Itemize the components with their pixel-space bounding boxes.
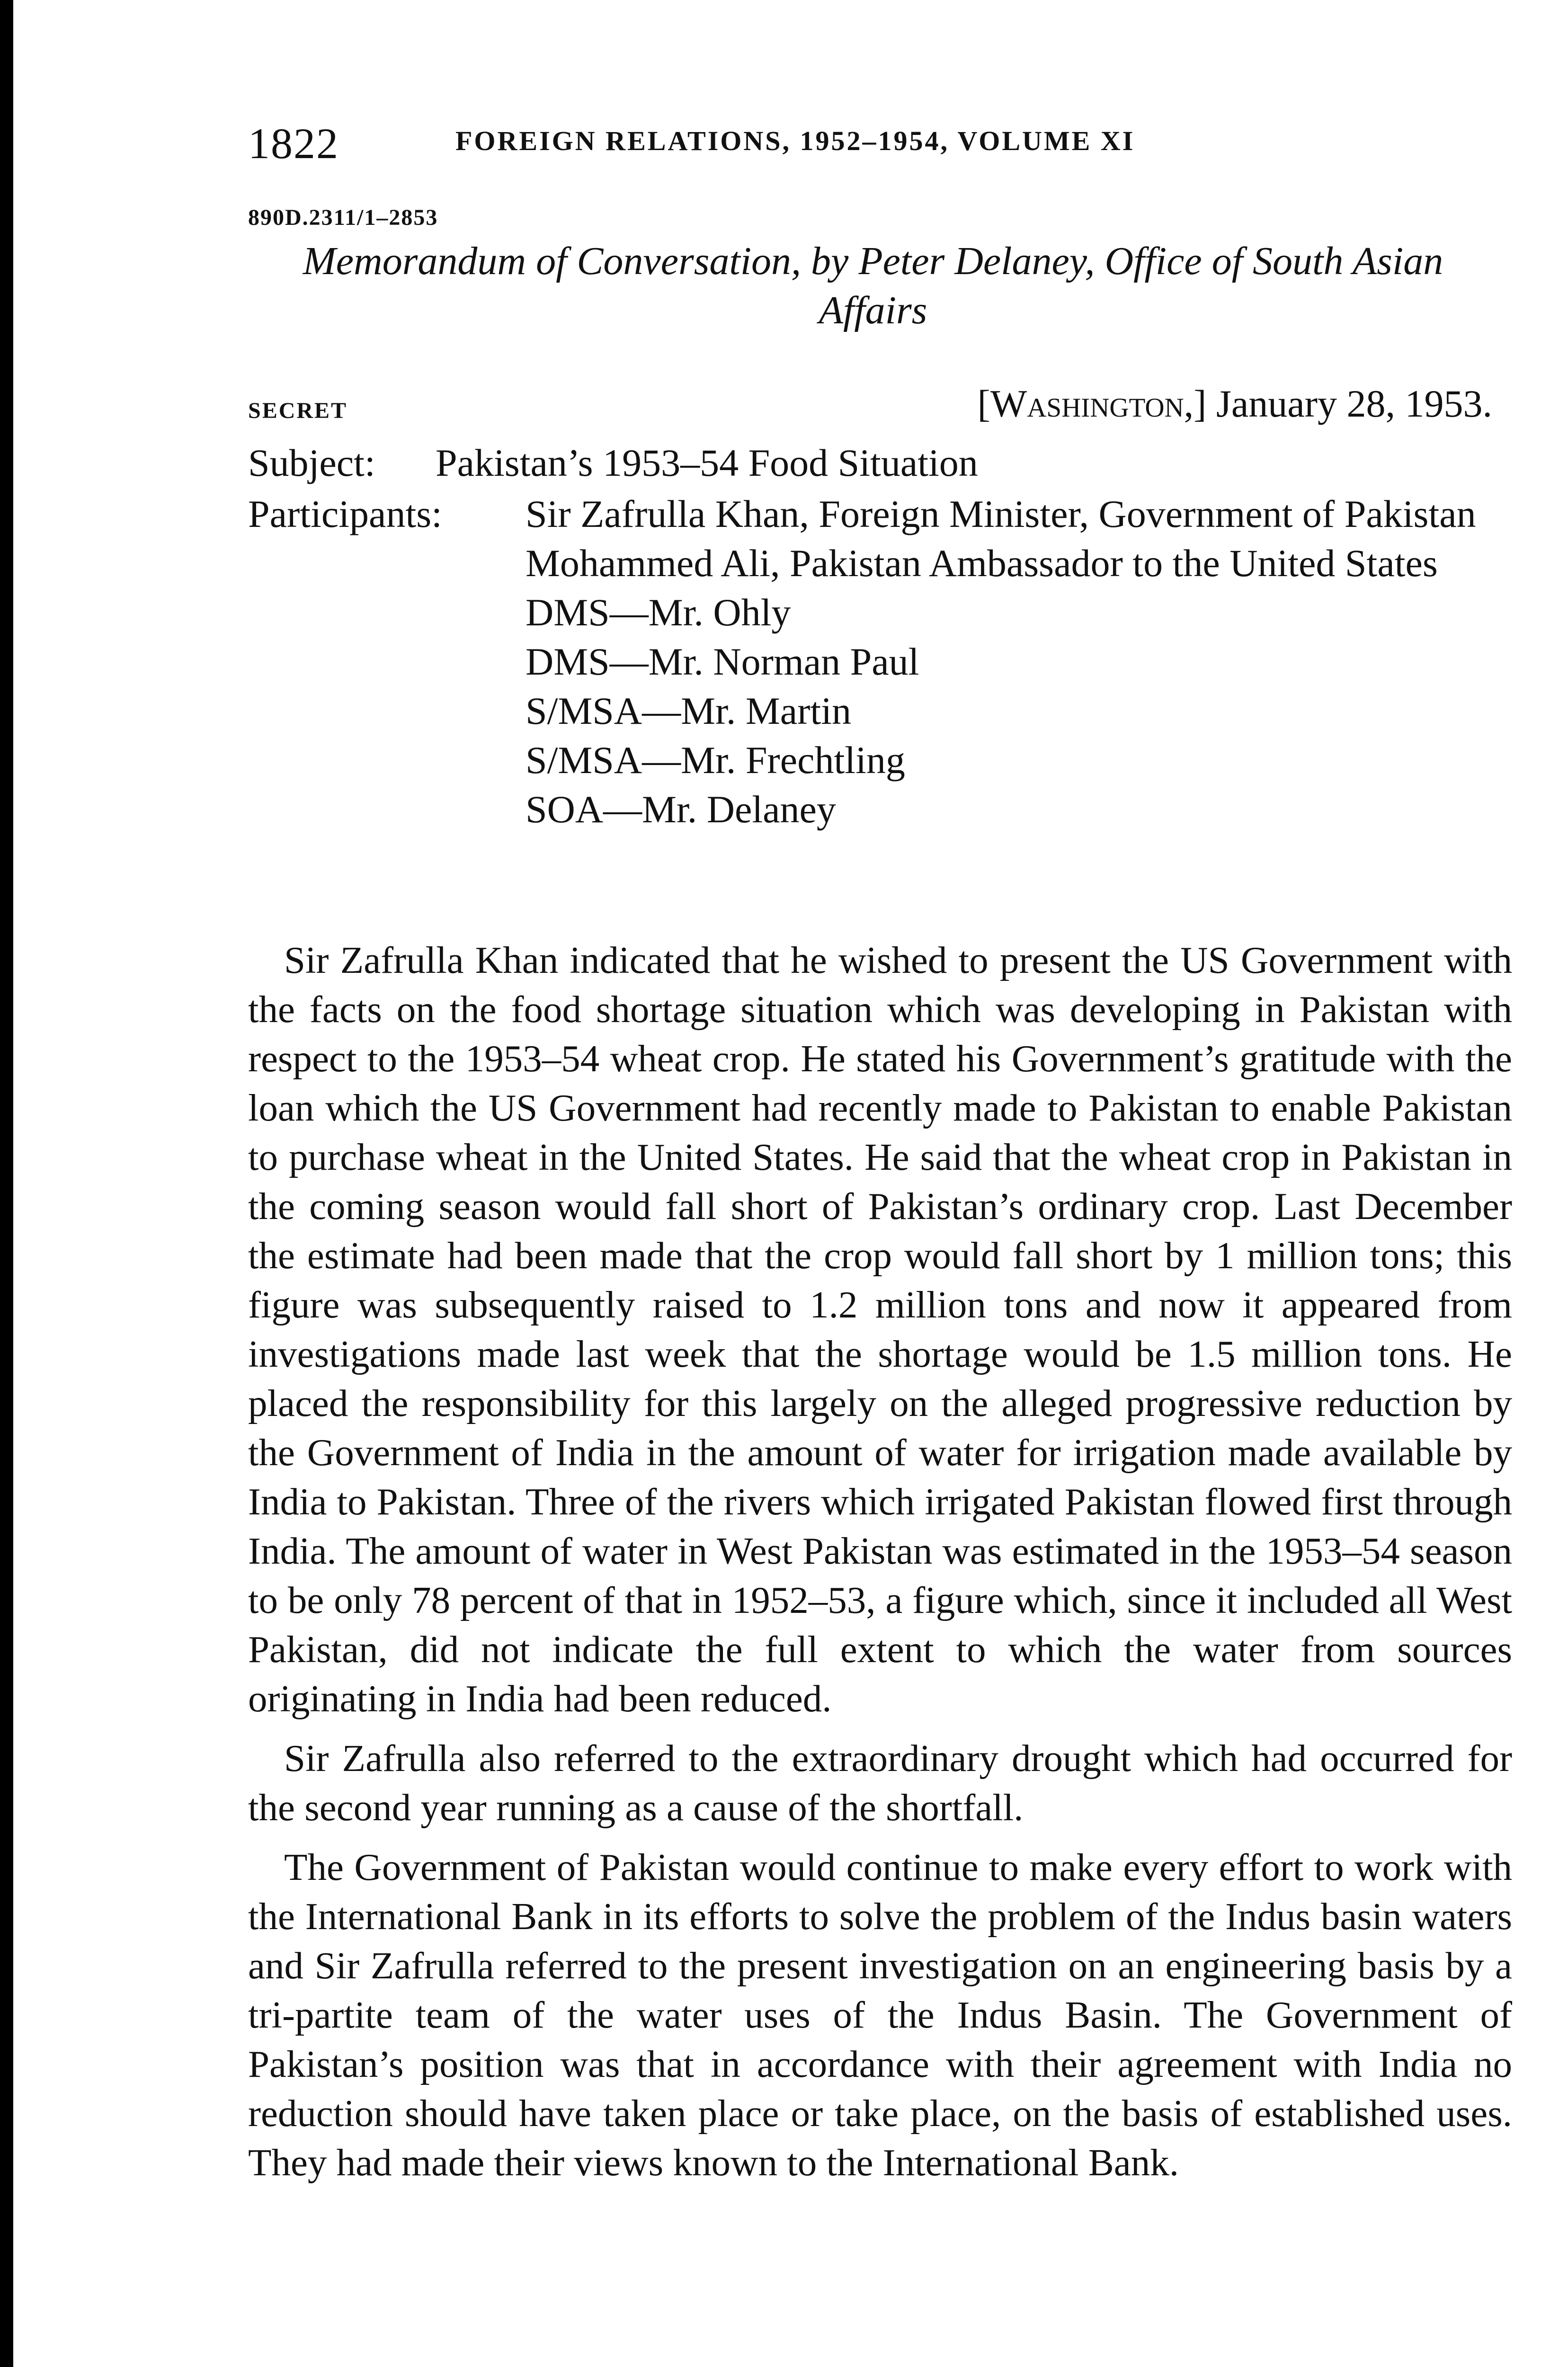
participant-item: SOA—Mr. Delaney: [526, 788, 836, 831]
file-number: 890D.2311/1–2853: [248, 205, 438, 230]
participant-item: Mohammed Ali, Pakistan Ambassador to the United States: [526, 542, 1438, 585]
running-header: [248, 118, 1337, 175]
participant-item: S/MSA—Mr. Frechtling: [526, 739, 905, 782]
participant-item: S/MSA—Mr. Martin: [526, 689, 851, 732]
subject-label: Subject:: [248, 441, 375, 484]
participants-list: [526, 489, 1496, 834]
participants-label: Participants:: [248, 492, 442, 535]
dateline-place: [Washington,]: [977, 382, 1207, 425]
participant-item: DMS—Mr. Ohly: [526, 591, 791, 634]
participant-item: DMS—Mr. Norman Paul: [526, 640, 919, 683]
scan-edge: [0, 0, 13, 2367]
body-paragraph: Sir Zafrulla also referred to the extraordinary drought which had occurred for the second year running as a cause of the shortfall.: [248, 1737, 1512, 1829]
classification-marking: SECRET: [248, 398, 348, 423]
document-title: Memorandum of Conversation, by Peter Delaney, Office of South Asian Affairs: [303, 239, 1443, 332]
participant-item: Sir Zafrulla Khan, Foreign Minister, Government of Pakistan: [526, 492, 1476, 535]
dateline: [978, 382, 1492, 426]
running-title: FOREIGN RELATIONS, 1952–1954, VOLUME XI: [455, 125, 1135, 156]
dateline-date: January 28, 1953.: [1216, 382, 1492, 425]
memorandum-body: [248, 935, 1512, 2198]
subject-text: Pakistan’s 1953–54 Food Situation: [436, 441, 978, 484]
body-paragraph: Sir Zafrulla Khan indicated that he wished to present the US Government with the facts on the food shortage situation which was developing in Pakistan with respect to the 1953–54 wheat crop. He stated his Government’s gratitude with the loan which the US Government had recently made to Pakistan to enable Pakistan to purchase wheat in the United States. He said that the wheat crop in Pakistan in the coming season would fall short of Pakistan’s ordinary crop. Last December the estimate had been made that the crop would fall short by 1 million tons; this figure was subsequently raised to 1.2 million tons and now it appeared from investigations made last week that the shortage would be 1.5 million tons. He placed the responsibility for this largely on the alleged progressive reduction by the Government of India in the amount of water for irrigation made available by India to Pakistan. Three of the rivers which irrigated Pakistan flowed first through India. The amount of water in West Pakistan was estimated in the 1953–54 season to be only 78 percent of that in 1952–53, a figure which, since it included all West Pakistan, did not indicate the full extent to which the water from sources originating in India had been reduced.: [248, 939, 1512, 1720]
page-number: 1822: [248, 119, 339, 168]
body-paragraph: The Government of Pakistan would continue to make every effort to work with the International Bank in its efforts to solve the problem of the Indus basin waters and Sir Zafrulla referred to the present investigation on an engineering basis by a tri-partite team of the water uses of the Indus Basin. The Government of Pakistan’s position was that in accordance with their agreement with India no reduction should have taken place or take place, on the basis of established uses. They had made their views known to the International Bank.: [248, 1846, 1512, 2184]
